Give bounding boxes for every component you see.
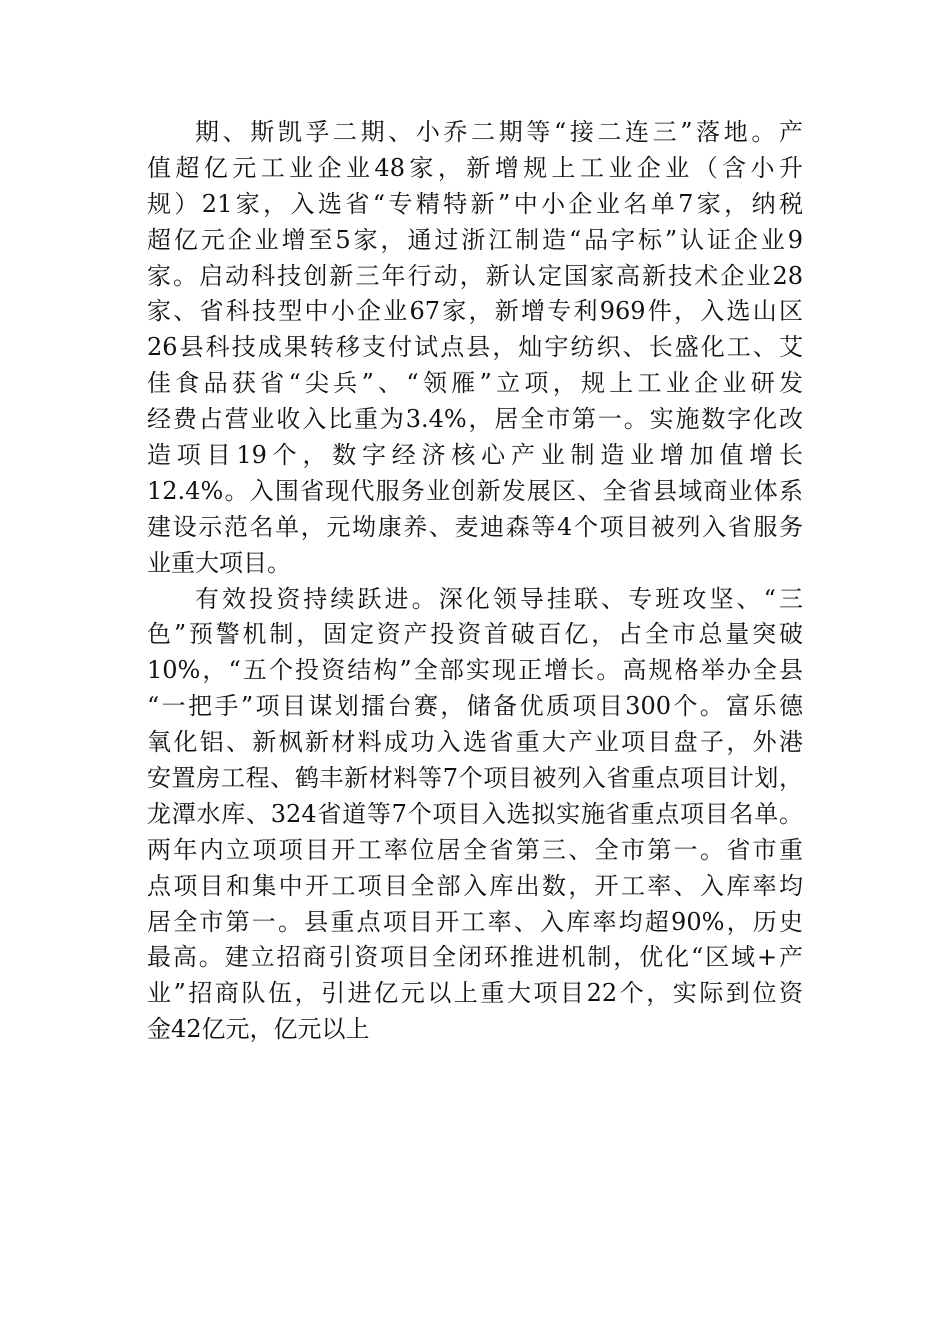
text-line: “一把手”项目谋划擂台赛，储备优质项目300个。富乐德 <box>147 692 803 721</box>
text-line: 规）21家，入选省“专精特新”中小企业名单7家，纳税 <box>147 189 803 218</box>
text-line: 造项目19个，数字经济核心产业制造业增加值增长 <box>147 441 803 470</box>
text-line: 金42亿元，亿元以上 <box>147 1015 370 1044</box>
text-line: 家。启动科技创新三年行动，新认定国家高新技术企业28 <box>147 261 803 290</box>
text-line: 家、省科技型中小企业67家，新增专利969件，入选山区 <box>147 297 803 326</box>
text-line: 有效投资持续跃进。深化领导挂联、专班攻坚、“三 <box>195 584 803 613</box>
text-line: 建设示范名单，元坳康养、麦迪森等4个项目被列入省服务 <box>147 512 803 541</box>
text-line: 最高。建立招商引资项目全闭环推进机制，优化“区域+产 <box>147 943 803 972</box>
text-line: 两年内立项项目开工率位居全省第三、全市第一。省市重 <box>147 835 803 864</box>
text-line: 业”招商队伍，引进亿元以上重大项目22个，实际到位资 <box>147 979 803 1008</box>
text-line: 居全市第一。县重点项目开工率、入库率均超90%，历史 <box>147 907 803 936</box>
text-line: 氧化铝、新枫新材料成功入选省重大产业项目盘子，外港 <box>147 728 803 757</box>
text-line: 经费占营业收入比重为3.4%，居全市第一。实施数字化改 <box>147 405 803 434</box>
text-line: 点项目和集中开工项目全部入库出数，开工率、入库率均 <box>147 871 803 900</box>
text-line: 期、斯凯孚二期、小乔二期等“接二连三”落地。产 <box>195 118 803 146</box>
paragraph-investment <box>147 582 803 1049</box>
body-text <box>147 115 803 1048</box>
paragraph-industry <box>147 115 803 582</box>
text-line: 安置房工程、鹤丰新材料等7个项目被列入省重点项目计划， <box>147 764 803 793</box>
text-line: 佳食品获省“尖兵”、“领雁”立项，规上工业企业研发 <box>147 369 803 398</box>
text-line: 12.4%。入围省现代服务业创新发展区、全省县域商业体系 <box>147 476 803 505</box>
text-line: 26县科技成果转移支付试点县，灿宇纺织、长盛化工、艾 <box>147 333 803 362</box>
text-line: 龙潭水库、324省道等7个项目入选拟实施省重点项目名单。 <box>147 799 803 828</box>
text-line: 10%，“五个投资结构”全部实现正增长。高规格举办全县 <box>147 656 803 685</box>
text-line: 色”预警机制，固定资产投资首破百亿，占全市总量突破 <box>147 620 803 649</box>
text-line: 业重大项目。 <box>147 548 291 577</box>
text-line: 值超亿元工业企业48家，新增规上工业企业（含小升 <box>147 153 803 182</box>
text-line: 超亿元企业增至5家，通过浙江制造“品字标”认证企业9 <box>147 225 803 254</box>
